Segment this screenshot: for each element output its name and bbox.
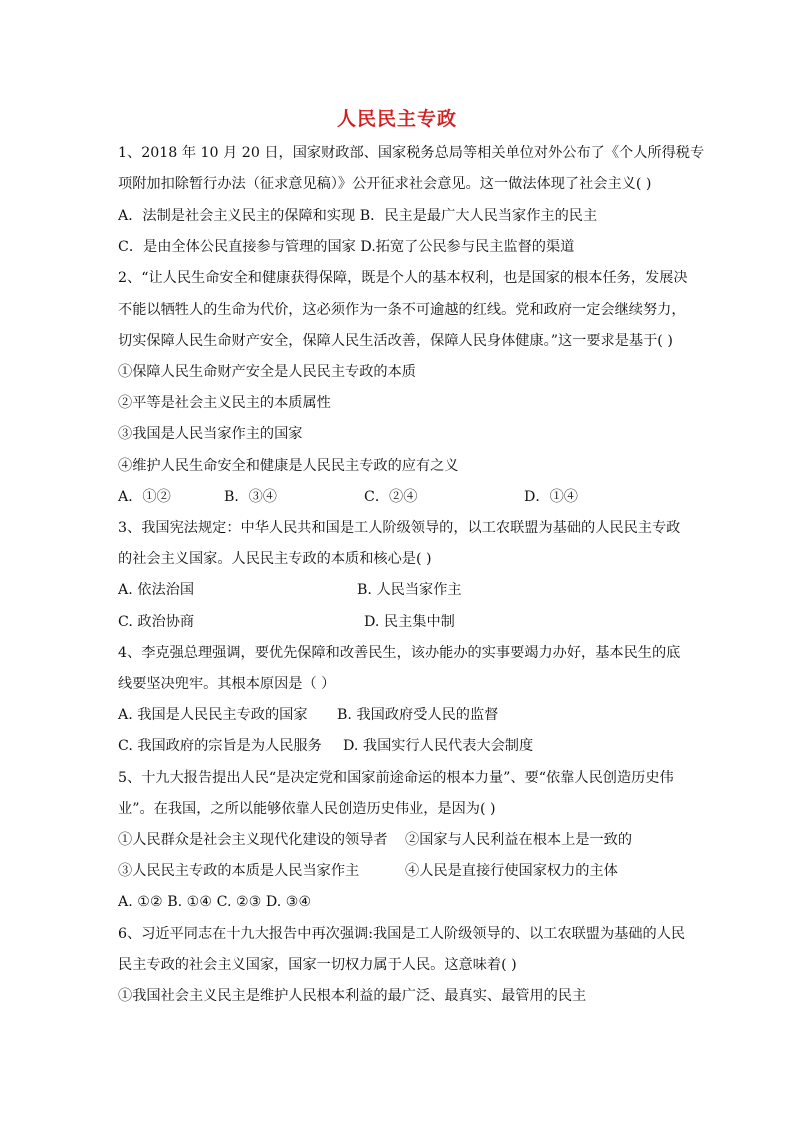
q3-option-d: D. 民主集中制 <box>364 614 455 630</box>
q2-stem-line-3: 切实保障人民生命财产安全，保障人民生活改善，保障人民身体健康。”这一要求是基于( ) <box>118 333 673 349</box>
q2-statement-3: ③我国是人民当家作主的国家 <box>118 426 303 442</box>
q5-stem-line-2: 业”。在我国，之所以能够依靠人民创造历史伟业，是因为( ) <box>118 801 496 817</box>
q2-option-a: A．①② <box>118 489 171 505</box>
q3-stem-line-1: 3、我国宪法规定：中华人民共和国是工人阶级领导的，以工农联盟为基础的人民民主专政 <box>118 520 681 536</box>
q4-stem-line-1: 4、李克强总理强调，要优先保障和改善民生，该办能办的实事要竭力办好，基本民生的底 <box>118 645 681 661</box>
q5-statement-3: ③人民民主专政的本质是人民当家作主 <box>118 863 360 879</box>
q2-stem-line-1: 2、“让人民生命安全和健康获得保障，既是个人的基本权利，也是国家的根本任务，发展决 <box>118 270 688 286</box>
q2-statement-4: ④维护人民生命安全和健康是人民民主专政的应有之义 <box>118 458 459 474</box>
q5-statement-4: ④人民是直接行使国家权力的主体 <box>405 863 618 879</box>
q2-statement-2: ②平等是社会主义民主的本质属性 <box>118 395 331 411</box>
q5-statement-2: ②国家与人民利益在根本上是一致的 <box>405 832 633 848</box>
q4-option-d: D. 我国实行人民代表大会制度 <box>343 738 534 754</box>
q6-stem-line-1: 6、习近平同志在十九大报告中再次强调:我国是工人阶级领导的、以工农联盟为基础的人民 <box>118 926 686 942</box>
page-title: 人民民主专政 <box>336 108 457 130</box>
q1-stem-line-2: 项附加扣除暂行办法（征求意见稿）》公开征求社会意见。这一做法体现了社会主义( ) <box>118 176 652 192</box>
q5-stem-line-1: 5、十九大报告提出人民“是决定党和国家前途命运的根本力量”、要“依靠人民创造历史伟 <box>118 770 674 786</box>
q1-stem-line-1: 1、2018 年 10 月 20 日，国家财政部、国家税务总局等相关单位对外公布了《个人所得税专 <box>118 145 705 161</box>
q2-option-d: D．①④ <box>524 489 578 505</box>
q4-option-b: B. 我国政府受人民的监督 <box>337 707 499 723</box>
q4-stem-line-2: 线要坚决兜牢。其根本原因是（ ） <box>118 676 336 692</box>
q1-options-ab: A．法制是社会主义民主的保障和实现 B．民主是最广大人民当家作主的民主 <box>118 208 598 224</box>
q2-statement-1: ①保障人民生命财产安全是人民民主专政的本质 <box>118 364 416 380</box>
q3-option-b: B. 人民当家作主 <box>357 582 462 598</box>
q6-stem-line-2: 民主专政的社会主义国家，国家一切权力属于人民。这意味着( ) <box>118 957 517 973</box>
q1-options-cd: C．是由全体公民直接参与管理的国家 D.拓宽了公民参与民主监督的渠道 <box>118 239 575 255</box>
q3-option-a: A. 依法治国 <box>118 582 195 598</box>
q5-statement-1: ①人民群众是社会主义现代化建设的领导者 <box>118 832 388 848</box>
q3-stem-line-2: 的社会主义国家。人民民主专政的本质和核心是( ) <box>118 551 432 567</box>
q2-option-b: B．③④ <box>224 489 277 505</box>
q2-option-c: C．②④ <box>364 489 418 505</box>
q4-option-c: C. 我国政府的宗旨是为人民服务 <box>118 738 322 754</box>
q5-options: A. ①② B. ①④ C. ②③ D. ③④ <box>118 894 312 910</box>
q4-option-a: A. 我国是人民民主专政的国家 <box>118 707 308 723</box>
q2-stem-line-2: 不能以牺牲人的生命为代价，这必须作为一条不可逾越的红线。党和政府一定会继续努力， <box>118 302 686 318</box>
q3-option-c: C. 政治协商 <box>118 614 195 630</box>
q6-statement-1: ①我国社会主义民主是维护人民根本利益的最广泛、最真实、最管用的民主 <box>118 988 587 1004</box>
